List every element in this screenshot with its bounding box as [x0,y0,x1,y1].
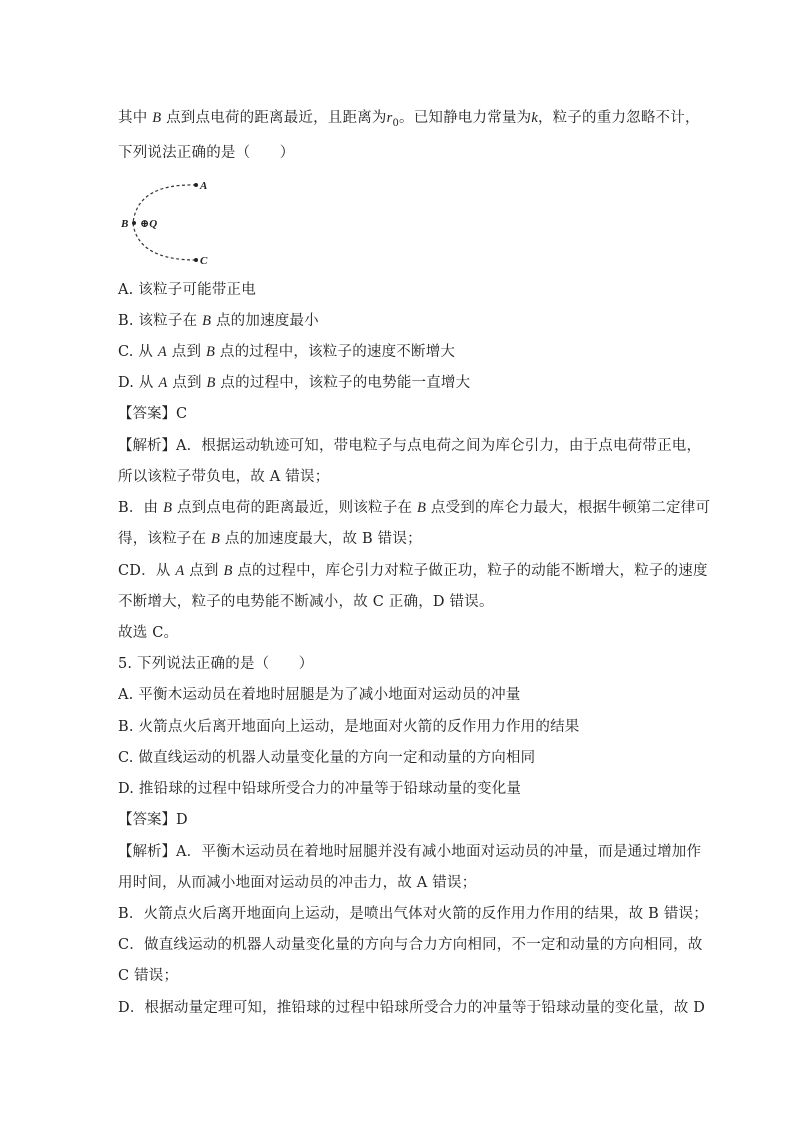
text-segment: 点受到的库仑力最大，根据牛顿第二定律可 [430,500,711,516]
q5-option-c: C. 做直线运动的机器人动量变化量的方向一定和动量的方向相同 [118,750,536,766]
text-segment: A．根据运动轨迹可知，带电粒子与点电荷之间为库仑引力，由于点电荷带正电， [176,438,702,454]
text-segment: D. 从 [118,375,154,391]
answer-tag: 【答案】 [118,812,176,828]
label-Q: ⊕Q [140,218,158,230]
var-B: B [223,563,233,579]
q4-analysis-a-line2: 所以该粒子带负电，故 A 错误； [118,469,330,485]
text-segment: 点的加速度最大，故 B 错误； [224,531,422,547]
answer-value: C [176,406,188,422]
label-A: A [200,180,208,192]
text-segment: 点的过程中，库仑引力对粒子做正功，粒子的动能不断增大，粒子的速度 [237,563,708,579]
var-B: B [416,500,427,516]
text-segment: 点到 [172,375,202,391]
var-B: B [163,500,173,516]
q4-analysis-cd-line2: 不断增大，粒子的电势能不断减小，故 C 正确，D 错误。 [118,594,494,610]
q5-answer [118,810,188,830]
text-segment: 点的加速度最小 [215,313,319,329]
text-segment: A．平衡木运动员在着地时屈腿并没有减小地面对运动员的冲量，而是通过增加作 [176,844,702,860]
var-r: r [386,110,393,126]
q5-option-b: B. 火箭点火后离开地面向上运动，是地面对火箭的反作用力作用的结果 [118,719,580,735]
var-B: B [211,531,221,547]
q5-analysis-c-line2: C 错误； [118,968,179,984]
text-segment: 点的过程中，该粒子的速度不断增大 [219,344,456,360]
answer-tag: 【答案】 [118,406,176,422]
var-k: k [531,110,538,126]
q4-analysis-b-line1 [118,498,710,518]
var-B: B [202,313,212,329]
text-segment: 点的过程中，该粒子的电势能一直增大 [220,375,471,391]
text-segment: 点到点电荷的距离最近，则该粒子在 [176,500,413,516]
q5-stem: 5. 下列说法正确的是（ ） [118,656,314,672]
q5-option-a: A. 平衡木运动员在着地时屈腿是为了减小地面对运动员的冲量 [118,687,521,703]
q5-analysis-a-line2: 用时间，从而减小地面对运动员的冲击力，故 A 错误； [118,875,477,891]
q5-analysis-b-line1: B．火箭点火后离开地面向上运动，是喷出气体对火箭的反作用力作用的结果，故 B 错误； [118,906,708,922]
q5-analysis-d-line1: D．根据动量定理可知，推铅球的过程中铅球所受合力的冲量等于铅球动量的变化量，故 D [118,1000,706,1016]
var-A: A [175,563,185,579]
q4-option-b [118,311,319,331]
var-A: A [157,344,167,360]
q4-conclusion: 故选 C。 [118,625,179,641]
q5-option-d: D. 推铅球的过程中铅球所受合力的冲量等于铅球动量的变化量 [118,781,522,797]
q4-option-c [118,342,455,362]
label-B: B [121,218,129,230]
q5-analysis-c-line1: C．做直线运动的机器人动量变化量的方向与合力方向相同，不一定和动量的方向相同，故 [118,937,703,953]
point-B-dot [132,221,136,225]
text-segment: 其中 [118,110,148,126]
intro-line-1 [118,108,700,134]
text-segment: 。已知静电力常量为 [399,110,532,126]
text-segment: 点到 [171,344,202,360]
subscript-0: 0 [392,117,399,129]
text-segment: 点到点电荷的距离最近，且距离为 [166,110,387,126]
text-segment: B. 该粒子在 [118,313,198,329]
q4-analysis-a-line1 [118,436,701,456]
text-segment: CD．从 [118,563,171,579]
text-segment: ，粒子的重力忽略不计， [537,110,700,126]
trajectory-diagram [118,178,218,268]
var-A: A [158,375,168,391]
q4-analysis-cd-line1 [118,561,708,581]
analysis-tag: 【解析】 [118,844,176,860]
q4-option-a: A. 该粒子可能带正电 [118,282,256,298]
text-segment: B．由 [118,500,159,516]
text-segment: 点到 [189,563,219,579]
q4-answer [118,404,187,424]
var-B: B [152,110,162,126]
q4-analysis-b-line2 [118,529,422,549]
label-C: C [200,255,208,267]
analysis-tag: 【解析】 [118,438,176,454]
text-segment: C. 从 [118,344,154,360]
point-A-dot [194,183,198,187]
answer-value: D [176,812,188,828]
var-B: B [206,344,216,360]
q5-analysis-a-line1 [118,842,701,862]
var-B: B [206,375,216,391]
q4-option-d [118,373,470,393]
text-segment: 得，该粒子在 [118,531,207,547]
intro-line-2: 下列说法正确的是（ ） [118,145,295,161]
point-C-dot [194,258,198,262]
